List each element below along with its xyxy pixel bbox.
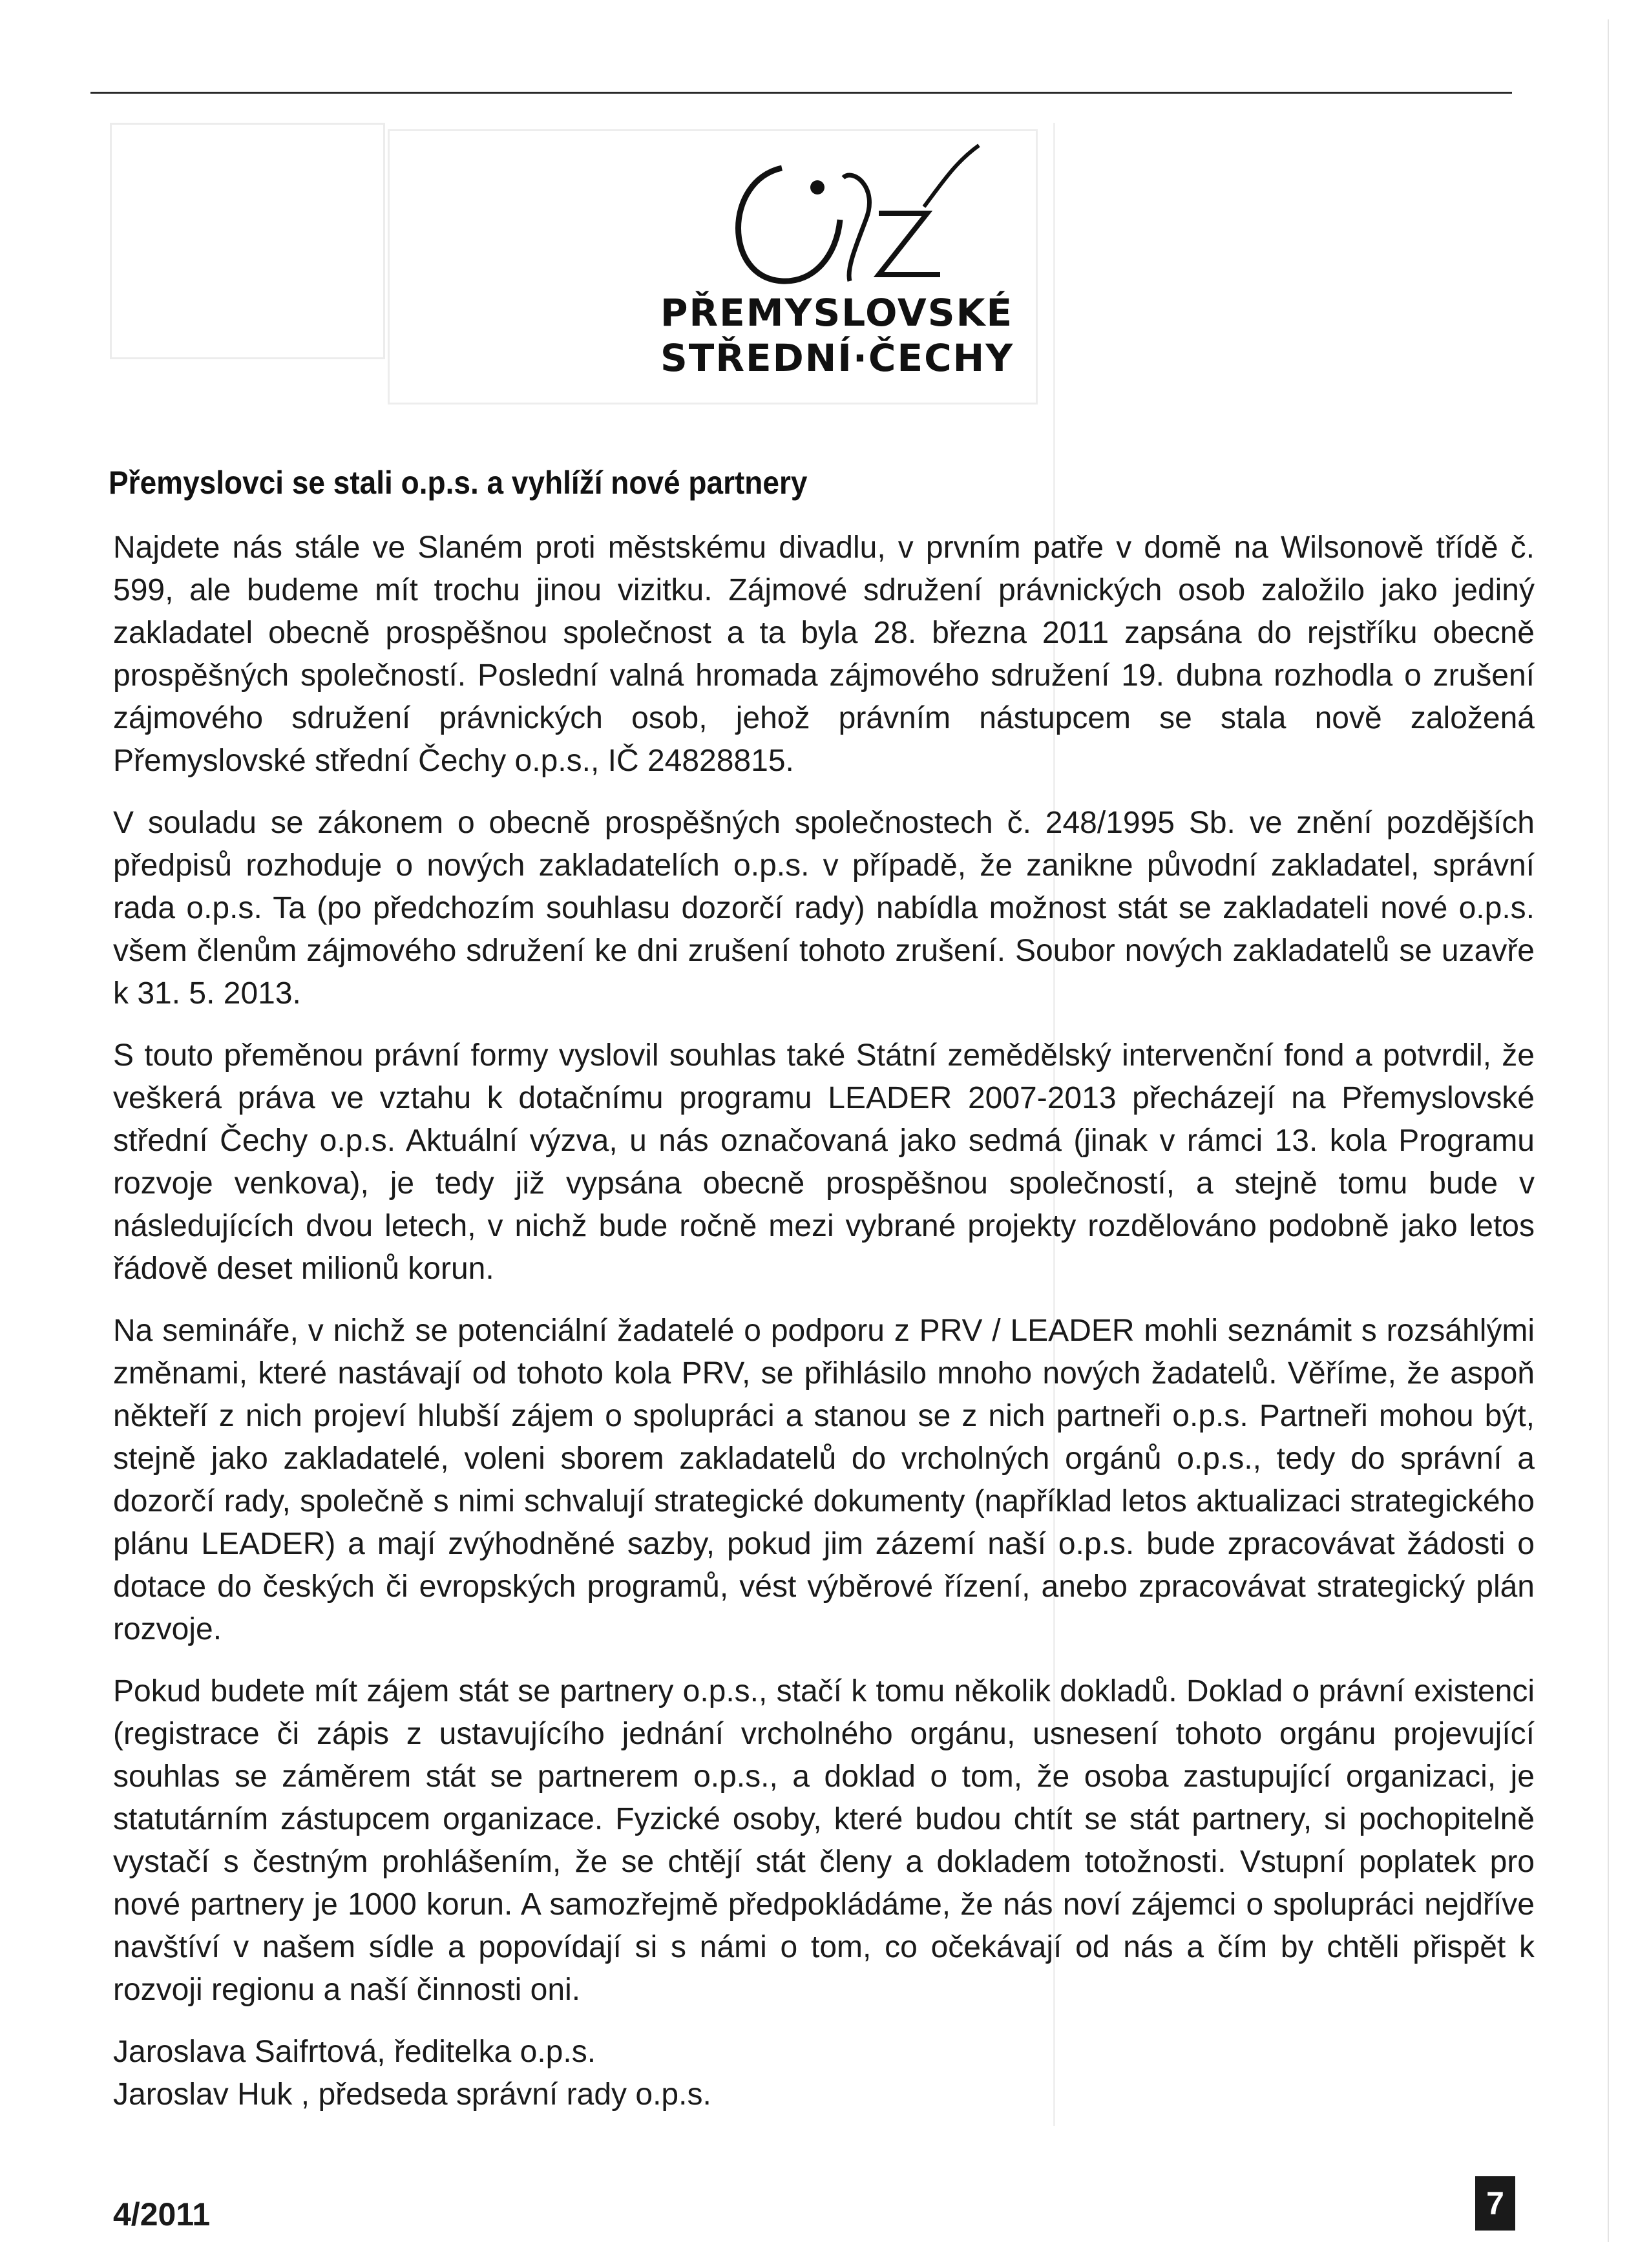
organization-logo: [646, 142, 1047, 401]
logo-arc-left: [739, 168, 841, 281]
top-rule: [90, 92, 1512, 94]
page-edge-shadow: [1608, 19, 1609, 2242]
logo-text-line2: STŘEDNÍ·ČECHY: [660, 336, 1014, 380]
issue-number: 4/2011: [113, 2196, 211, 2232]
logo-dot: [810, 180, 824, 194]
show-through-block-left: [110, 123, 385, 359]
logo-emblem-icon: [685, 142, 1008, 291]
article-body: [113, 527, 1535, 2116]
article-paragraph: S touto přeměnou právní formy vyslovil souhlas také Státní zemědělský intervenční fond a potvrdil, že veškerá práva ve vztahu k dotačnímu programu LEADER 2007-2013 přecházejí na Přemyslovské střední Čechy o.p.s. Aktuální výzva, u nás označovaná jako sedmá (jinak v rámci 13. kola Programu rozvoje venkova), je tedy již vypsána obecně prospěšnou společností, a stejně tomu bude v následujících dvou letech, v nichž bude ročně mezi vybrané projekty rozdělováno podobně jako letos řádově deset milionů korun.: [113, 1038, 1535, 1286]
logo-letter-z: [879, 213, 940, 275]
logo-text-line1: PŘEMYSLOVSKÉ: [660, 291, 1014, 335]
page-number: 7: [1475, 2176, 1515, 2231]
article-paragraph: Pokud budete mít zájem stát se partnery o.p.s., stačí k tomu několik dokladů. Doklad o právní existenci (registrace či zápis z ustavujícího jednání vrcholného orgánu, usnesení tohoto orgánu projevující souhlas se záměrem stát se partnerem o.p.s., a doklad o tom, že osoba zastupující organizaci, je statutárním zástupcem organizace. Fyzické osoby, které budou chtít se stát partnery, si pochopitelně vystačí s čestným prohlášením, že se chtějí stát členy a dokladem totožnosti. Vstupní poplatek pro nové partnery je 1000 korun. A samozřejmě předpokládáme, že nás noví zájemci o spolupráci nejdříve navštíví v našem sídle a popovídají si s námi o tom, co očekávají od nás a čím by chtěli přispět k rozvoji regionu a naší činnosti oni.: [113, 1674, 1535, 2007]
signature-director: Jaroslava Saifrtová, ředitelka o.p.s.: [113, 2035, 596, 2069]
article-paragraph: Na semináře, v nichž se potenciální žadatelé o podporu z PRV / LEADER mohli seznámit s rozsáhlými změnami, které nastávají od tohoto kola PRV, se přihlásilo mnoho nových žadatelů. Věříme, že aspoň někteří z nich projeví hlubší zájem o spolupráci a stanou se z nich partneři o.p.s. Partneři mohou být, stejně jako zakladatelé, voleni sborem zakladatelů do vrcholných orgánů o.p.s., tedy do správní a dozorčí rady, společně s nimi schvalují strategické dokumenty (například letos aktualizaci strategického plánu LEADER) a mají zvýhodněné sazby, pokud jim zázemí naší o.p.s. bude zpracovávat žádosti o dotace do českých či evropských programů, vést výběrové řízení, anebo zpracovávat strategický plán rozvoje.: [113, 1314, 1535, 1646]
article-title: Přemyslovci se stali o.p.s. a vyhlíží nové partnery: [109, 465, 808, 501]
signature-chairman: Jaroslav Huk , předseda správní rady o.p.s.: [113, 2077, 711, 2112]
logo-swoosh: [924, 145, 979, 207]
article-paragraph: V souladu se zákonem o obecně prospěšných společnostech č. 248/1995 Sb. ve znění pozdějších předpisů rozhoduje o nových zakladatelích o.p.s. v případě, že zanikne původní zakladatel, správní rada o.p.s. Ta (po předchozím souhlasu dozorčí rady) nabídla možnost stát se zakladateli nové o.p.s. všem členům zájmového sdružení ke dni zrušení tohoto zrušení. Soubor nových zakladatelů se uzavře k 31. 5. 2013.: [113, 806, 1535, 1011]
article-paragraph: Najdete nás stále ve Slaném proti městskému divadlu, v prvním patře v domě na Wilsonově třídě č. 599, ale budeme mít trochu jinou vizitku. Zájmové sdružení právnických osob založilo jako jediný zakladatel obecně prospěšnou společnost a ta byla 28. března 2011 zapsána do rejstříku obecně prospěšných společností. Poslední valná hromada zájmového sdružení 19. dubna rozhodla o zrušení zájmového sdružení právnických osob, jehož právním nástupcem se stala nově založená Přemyslovské střední Čechy o.p.s., IČ 24828815.: [113, 530, 1535, 778]
logo-arc-center: [843, 175, 869, 281]
